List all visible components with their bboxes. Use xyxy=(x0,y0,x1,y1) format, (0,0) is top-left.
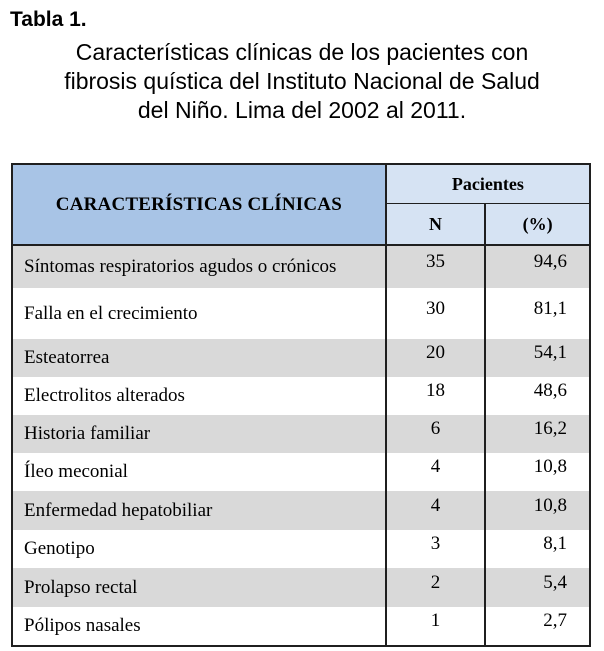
row-characteristic: Historia familiar xyxy=(24,423,151,444)
row-count: 2 xyxy=(430,571,441,593)
table-row xyxy=(12,377,590,415)
table-row xyxy=(12,288,590,339)
header-n: N xyxy=(386,204,485,246)
row-characteristic: Íleo meconial xyxy=(24,461,128,482)
row-count: 4 xyxy=(430,494,441,516)
row-percent: 2,7 xyxy=(543,610,567,631)
row-count: 35 xyxy=(426,251,446,272)
row-count: 6 xyxy=(430,418,441,439)
caption-line-3: del Niño. Lima del 2002 al 2011. xyxy=(137,97,467,123)
row-count: 20 xyxy=(426,342,446,363)
row-percent: 54,1 xyxy=(533,342,567,363)
row-count: 3 xyxy=(430,533,441,554)
row-count: 30 xyxy=(426,297,446,319)
table-row xyxy=(12,415,590,453)
row-percent: 48,6 xyxy=(533,380,567,401)
row-count: 18 xyxy=(426,380,446,401)
row-characteristic: Prolapso rectal xyxy=(24,576,138,598)
table-row xyxy=(12,245,590,288)
clinical-characteristics-table xyxy=(11,163,591,647)
table-row xyxy=(12,339,590,377)
row-percent: 8,1 xyxy=(543,533,567,554)
table-header-row xyxy=(12,164,590,204)
row-percent: 5,4 xyxy=(543,571,567,593)
row-percent: 10,8 xyxy=(533,494,567,516)
row-characteristic: Falla en el crecimiento xyxy=(24,302,198,324)
table-caption xyxy=(0,38,604,125)
row-count: 4 xyxy=(430,456,441,477)
row-characteristic: Esteatorrea xyxy=(24,347,110,368)
row-characteristic: Enfermedad hepatobiliar xyxy=(24,499,213,521)
row-characteristic: Pólipos nasales xyxy=(24,615,141,636)
table-label: Tabla 1. xyxy=(10,8,87,31)
header-characteristics: CARACTERÍSTICAS CLÍNICAS xyxy=(12,164,386,245)
row-percent: 81,1 xyxy=(533,297,567,319)
row-percent: 10,8 xyxy=(533,456,567,477)
caption-line-1: Características clínicas de los pacientes con xyxy=(75,39,529,65)
row-count: 1 xyxy=(430,610,441,631)
row-characteristic: Genotipo xyxy=(24,538,95,559)
caption-line-2: fibrosis quística del Instituto Nacional de Salud xyxy=(64,68,540,94)
row-percent: 16,2 xyxy=(533,418,567,439)
table-row xyxy=(12,491,590,530)
row-characteristic: Síntomas respiratorios agudos o crónicos xyxy=(24,256,337,277)
header-patients: Pacientes xyxy=(386,164,590,204)
table-row xyxy=(12,530,590,568)
header-percent: (%) xyxy=(485,204,590,246)
table-row xyxy=(12,453,590,491)
row-percent: 94,6 xyxy=(533,251,567,272)
table-row xyxy=(12,607,590,646)
row-characteristic: Electrolitos alterados xyxy=(24,385,185,406)
table-row xyxy=(12,568,590,607)
